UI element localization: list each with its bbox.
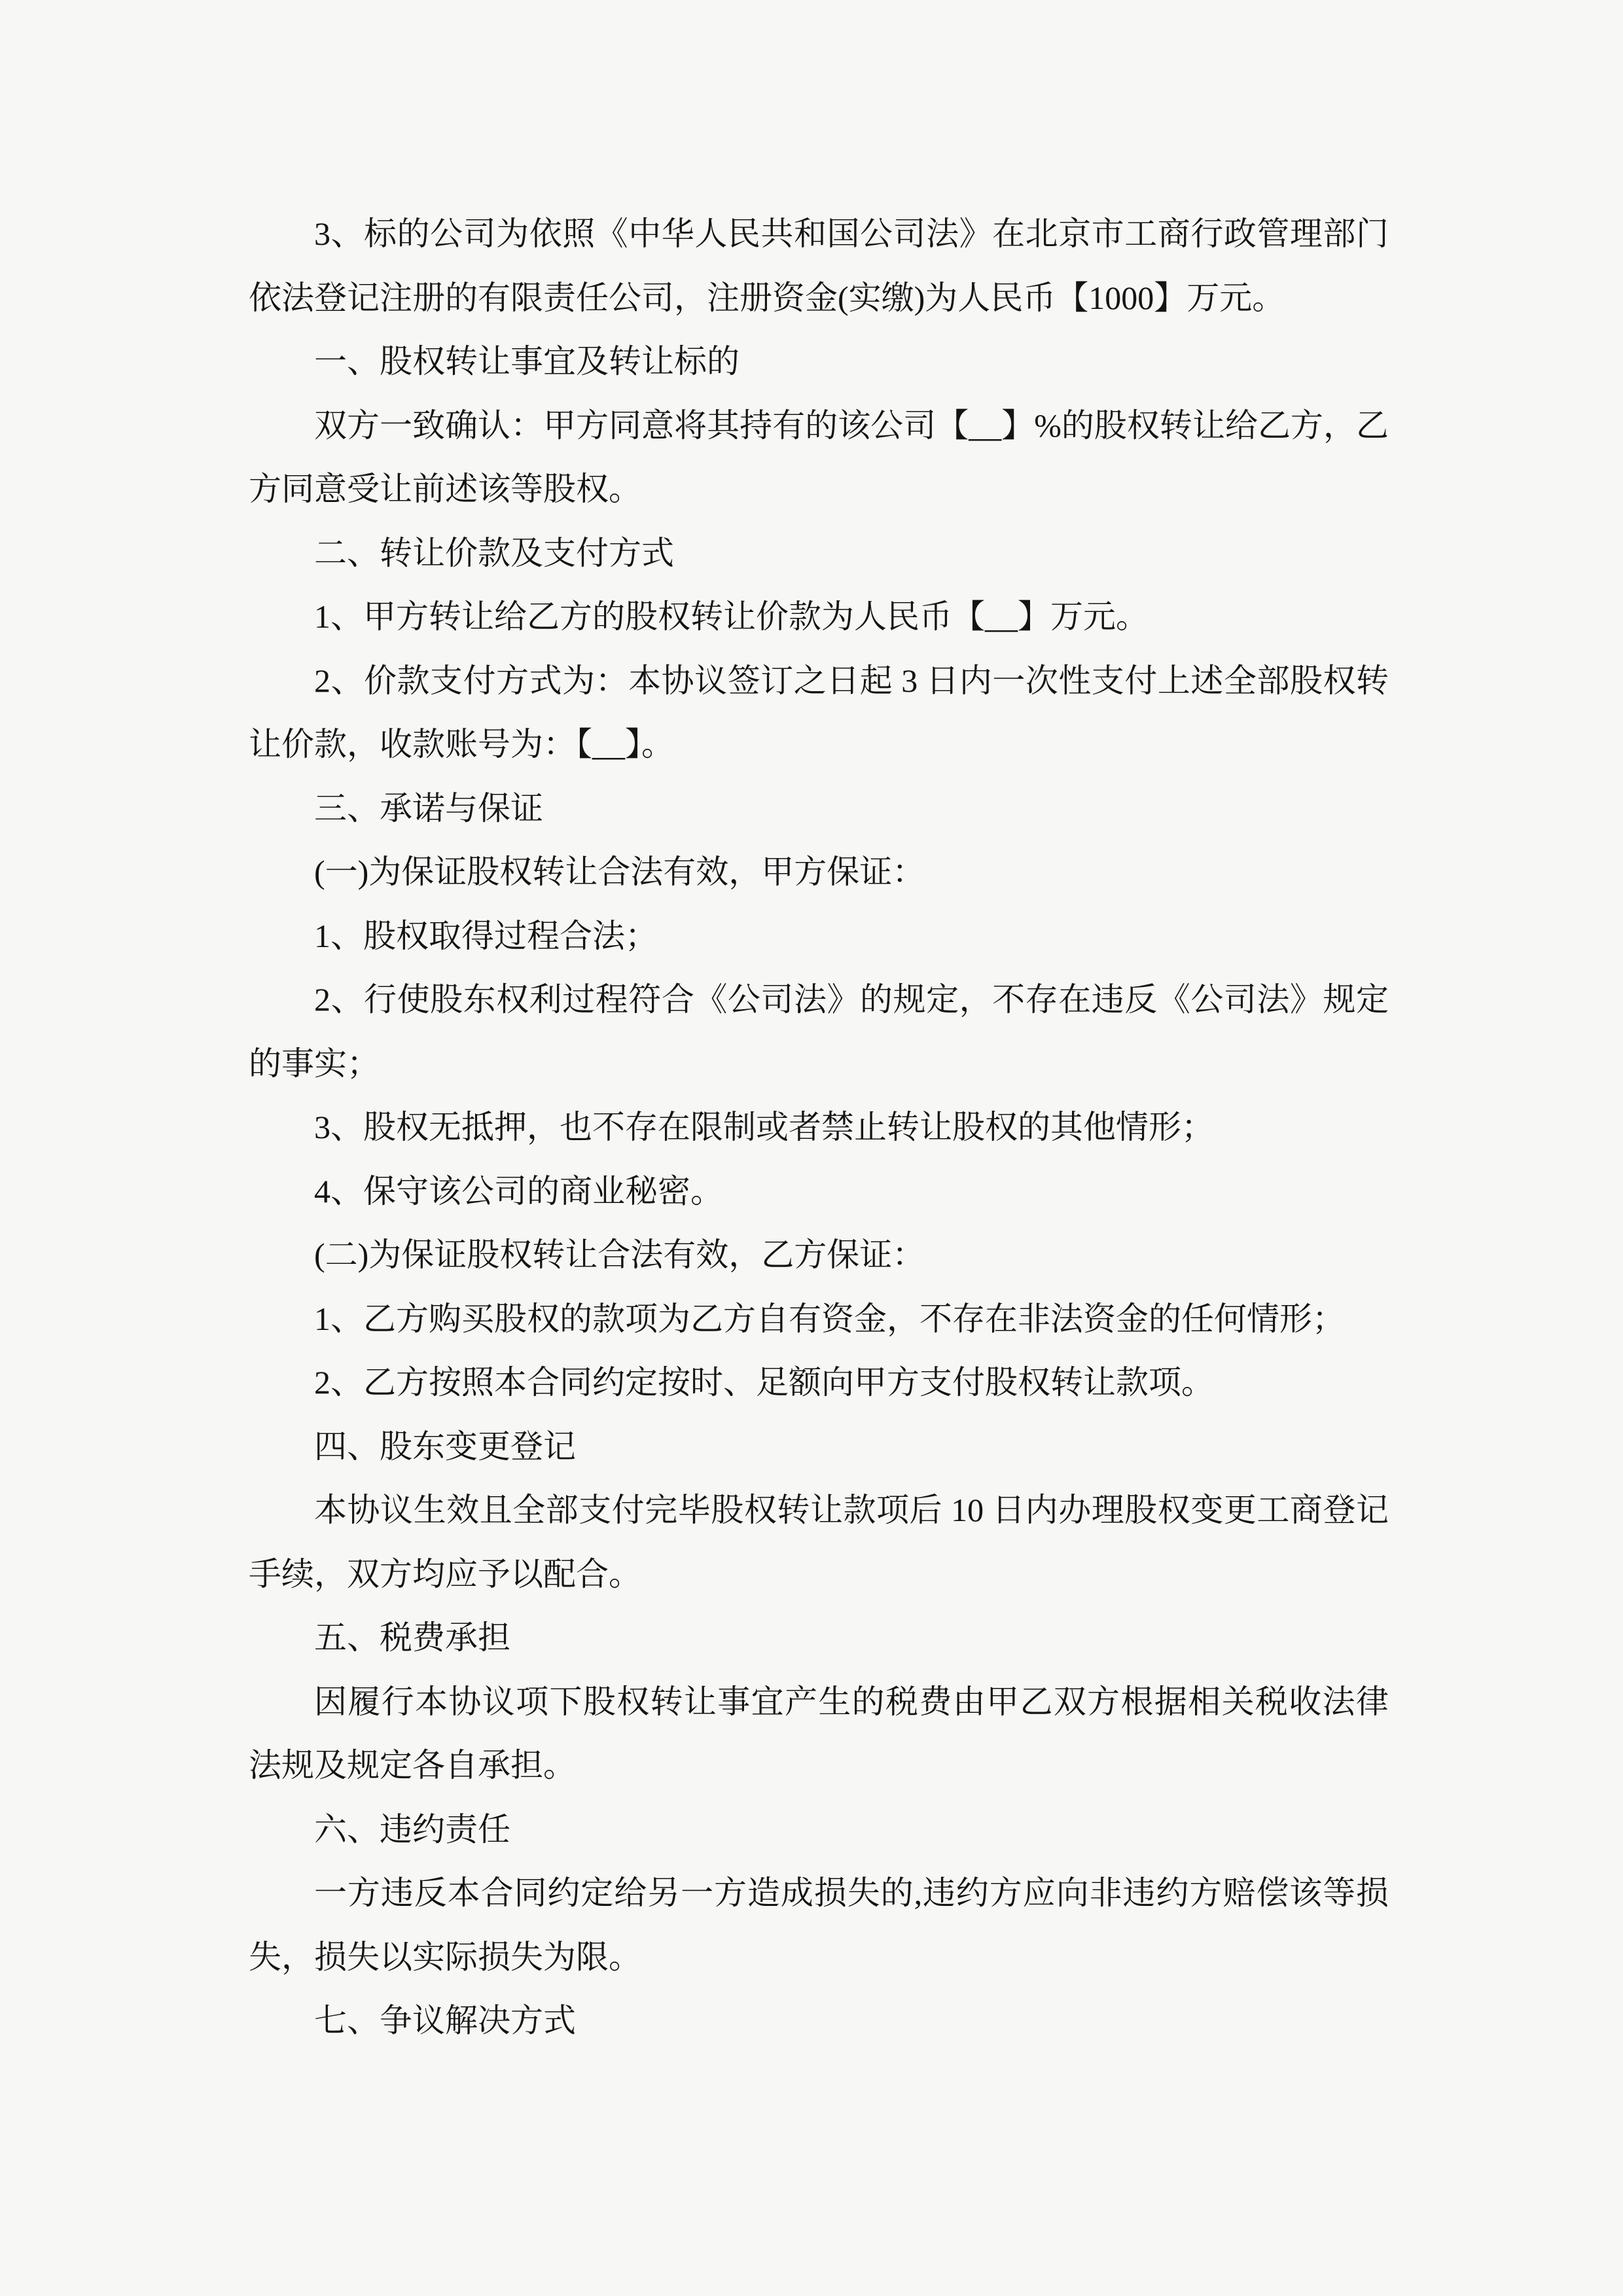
- text-line: 二、转让价款及支付方式: [314, 534, 674, 571]
- text-line: 2、行使股东权利过程符合《公司法》的规定，不存在违反《公司法》规定: [314, 981, 1389, 1018]
- text-line: 法规及规定各自承担。: [249, 1747, 576, 1784]
- text-line: 三、承诺与保证: [314, 789, 543, 827]
- text-line: 一、股权转让事宜及转让标的: [314, 343, 740, 380]
- text-line: 1、股权取得过程合法；: [314, 917, 658, 954]
- text-line: 3、股权无抵押，也不存在限制或者禁止转让股权的其他情形；: [314, 1109, 1214, 1145]
- text-line: 双方一致确认：甲方同意将其持有的该公司【__】%的股权转让给乙方，乙: [314, 406, 1389, 444]
- text-line: 4、保守该公司的商业秘密。: [314, 1172, 723, 1210]
- text-line: 1、甲方转让给乙方的股权转让价款为人民币【__】万元。: [314, 598, 1149, 635]
- text-line: 四、股东变更登记: [314, 1427, 576, 1465]
- text-line: 一方违反本合同约定给另一方造成损失的,违约方应向非违约方赔偿该等损: [314, 1874, 1389, 1911]
- text-line: 的事实；: [249, 1045, 380, 1082]
- text-line: 让价款，收款账号为：【__】。: [249, 726, 674, 762]
- text-line: 手续，双方均应予以配合。: [249, 1555, 641, 1592]
- text-line: 1、乙方购买股权的款项为乙方自有资金，不存在非法资金的任何情形；: [314, 1300, 1345, 1337]
- text-line: 方同意受让前述该等股权。: [249, 471, 641, 507]
- text-line: 因履行本协议项下股权转让事宜产生的税费由甲乙双方根据相关税收法律: [314, 1683, 1389, 1720]
- text-line: 五、税费承担: [314, 1619, 510, 1656]
- text-line: 依法登记注册的有限责任公司，注册资金(实缴)为人民币【1000】万元。: [249, 279, 1285, 316]
- text-line: 失，损失以实际损失为限。: [249, 1938, 641, 1975]
- text-line: 七、争议解决方式: [314, 2002, 576, 2039]
- text-line: (一)为保证股权转让合法有效，甲方保证：: [314, 853, 925, 890]
- text-line: 本协议生效且全部支付完毕股权转让款项后 10 日内办理股权变更工商登记: [314, 1492, 1389, 1528]
- text-line: 六、违约责任: [314, 1810, 510, 1848]
- text-line: (二)为保证股权转让合法有效，乙方保证：: [314, 1236, 925, 1273]
- text-line: 2、乙方按照本合同约定按时、足额向甲方支付股权转让款项。: [314, 1364, 1214, 1401]
- document-body: [249, 0, 1389, 2053]
- text-line: 2、价款支付方式为：本协议签订之日起 3 日内一次性支付上述全部股权转: [314, 662, 1389, 699]
- text-line: 3、标的公司为依照《中华人民共和国公司法》在北京市工商行政管理部门: [314, 215, 1389, 252]
